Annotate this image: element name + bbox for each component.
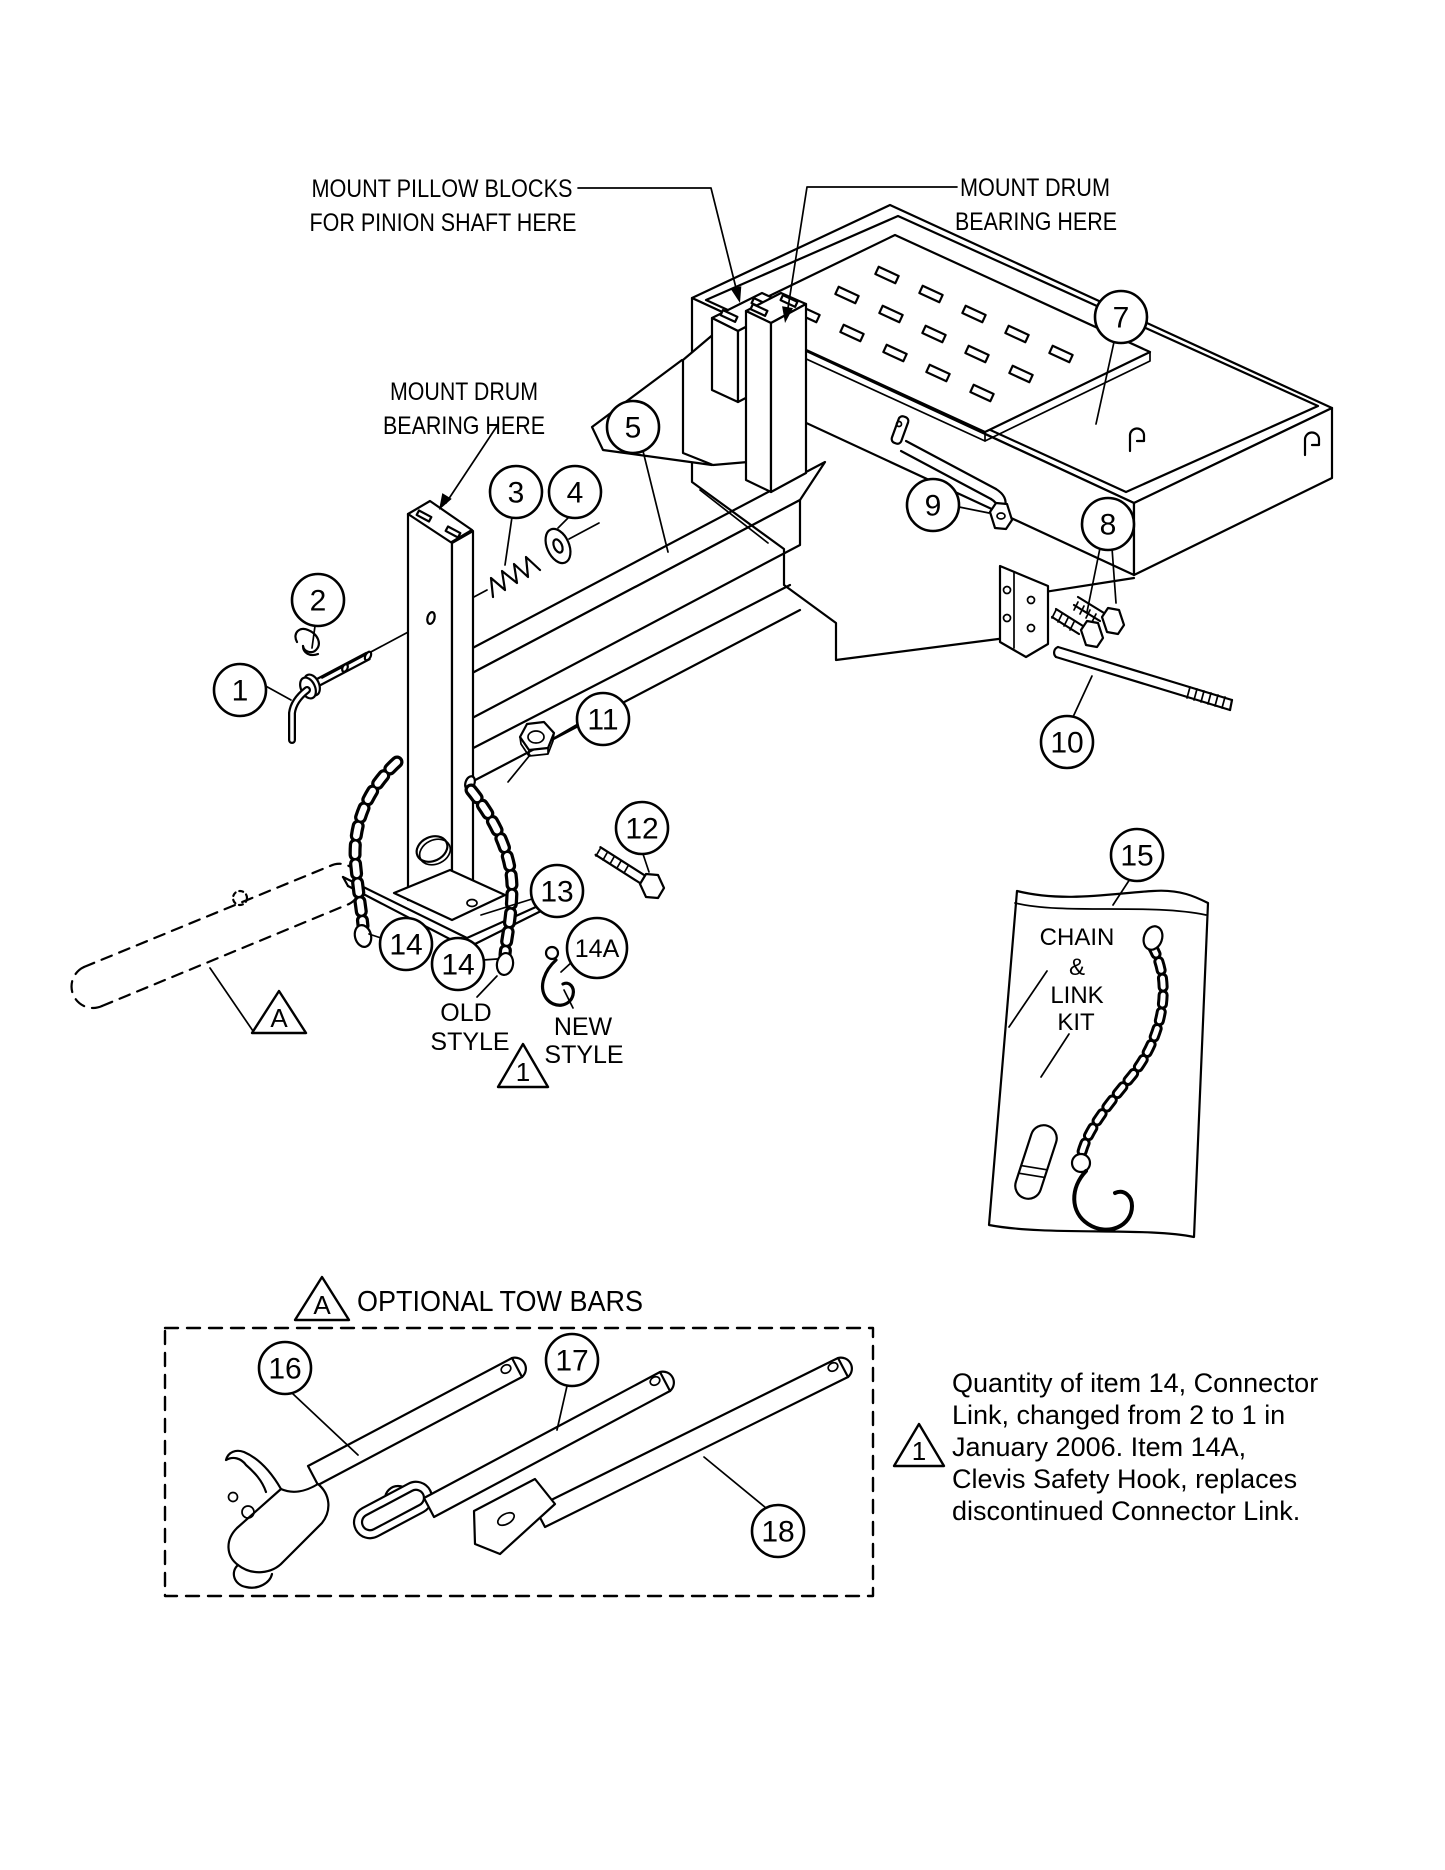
balloon-18 [752,1505,804,1557]
svg-text:MOUNT PILLOW BLOCKS: MOUNT PILLOW BLOCKS [311,175,573,203]
balloon-7 [1095,291,1147,343]
svg-text:KIT: KIT [1057,1009,1095,1036]
svg-text:MOUNT DRUM: MOUNT DRUM [390,378,538,406]
label-mount-drum-left [383,378,545,440]
balloon-14-bottom [432,938,484,990]
label-old-style [430,999,509,1056]
leader-2 [312,626,315,648]
connector-link-right [495,952,515,976]
svg-text:discontinued Connector Link.: discontinued Connector Link. [952,1496,1301,1526]
svg-text:1: 1 [515,1057,531,1087]
leader-10 [1073,676,1092,717]
balloon-1 [214,664,266,716]
balloon-9 [907,479,959,531]
svg-text:FOR PINION SHAFT HERE: FOR PINION SHAFT HERE [309,209,577,237]
jack-post [408,501,476,900]
svg-text:A: A [270,1003,288,1033]
svg-text:STYLE: STYLE [544,1041,624,1069]
leader-12 [643,854,649,872]
label-optional-tow-bars: OPTIONAL TOW BARS [357,1286,643,1318]
svg-text:14: 14 [441,948,475,982]
svg-text:16: 16 [268,1352,302,1386]
triangle-revision-note [894,1424,944,1466]
leader-3 [505,517,512,565]
svg-text:BEARING HERE: BEARING HERE [383,412,545,440]
balloon-4 [549,466,601,518]
svg-text:STYLE: STYLE [430,1028,510,1056]
balloon-14a [567,918,627,978]
triangle-zone-a [252,991,306,1033]
svg-text:10: 10 [1050,726,1084,760]
connector-link-left [352,923,373,948]
pin-clip [295,629,318,655]
flat-washer [541,523,599,567]
svg-text:LINK: LINK [1050,982,1104,1009]
svg-text:Quantity of item 14, Connector: Quantity of item 14, Connector [952,1368,1319,1398]
balloon-8 [1082,498,1134,550]
label-mount-pillow-blocks [310,175,577,237]
leader-18 [704,1457,766,1508]
svg-text:11: 11 [587,703,619,737]
arrow-down-left-icon [439,493,452,510]
balloon-14-left [380,918,432,970]
retainer-nut [990,503,1012,529]
balloon-11 [577,693,629,745]
svg-text:BEARING HERE: BEARING HERE [955,208,1117,236]
svg-text:1: 1 [231,674,249,708]
svg-text:&: & [1068,954,1086,981]
svg-text:14: 14 [389,928,423,962]
leader-zone-a [210,968,253,1031]
label-new-style [544,1013,623,1069]
svg-text:18: 18 [761,1515,795,1549]
svg-text:5: 5 [624,411,642,445]
hex-bolt [596,847,664,898]
mount-bracket [1000,566,1048,657]
svg-text:OLD: OLD [440,999,492,1027]
svg-text:A: A [313,1290,331,1320]
balloon-16 [259,1342,311,1394]
svg-text:2: 2 [309,584,327,618]
svg-text:7: 7 [1112,301,1130,335]
leader-14-bottom [483,959,497,960]
svg-text:1: 1 [911,1436,927,1466]
svg-text:8: 8 [1099,508,1117,542]
svg-text:17: 17 [555,1344,589,1378]
label-mount-drum-right [955,174,1117,236]
balloon-13 [531,865,583,917]
balloon-15 [1111,829,1163,881]
triangle-header-a [295,1277,349,1320]
svg-text:NEW: NEW [553,1013,613,1041]
leader-11 [554,724,578,738]
leader-16 [292,1393,358,1455]
svg-text:15: 15 [1120,839,1154,873]
balloon-2 [292,574,344,626]
svg-text:Clevis Safety Hook, replaces: Clevis Safety Hook, replaces [952,1464,1298,1494]
leader-8a [1087,548,1100,612]
balloon-5 [607,401,659,453]
balloon-12 [616,802,668,854]
svg-text:3: 3 [507,476,525,510]
svg-text:9: 9 [924,489,942,523]
svg-text:4: 4 [566,476,584,510]
drum-bearing-post [746,293,806,492]
note-text [952,1368,1318,1526]
svg-text:14A: 14A [574,935,620,963]
svg-text:12: 12 [625,812,659,846]
leader-5 [643,451,668,552]
balloon-10 [1041,716,1093,768]
svg-text:MOUNT DRUM: MOUNT DRUM [960,174,1110,202]
balloon-17 [546,1334,598,1386]
svg-text:Link, changed from 2 to 1 in: Link, changed from 2 to 1 in [952,1400,1286,1430]
leader-9 [959,507,989,513]
balloon-3 [490,466,542,518]
svg-text:CHAIN: CHAIN [1039,924,1115,951]
phantom-tow-bar [72,864,361,1008]
svg-text:January 2006. Item 14A,: January 2006. Item 14A, [952,1432,1247,1462]
svg-text:13: 13 [540,875,574,909]
compression-spring [491,557,540,597]
